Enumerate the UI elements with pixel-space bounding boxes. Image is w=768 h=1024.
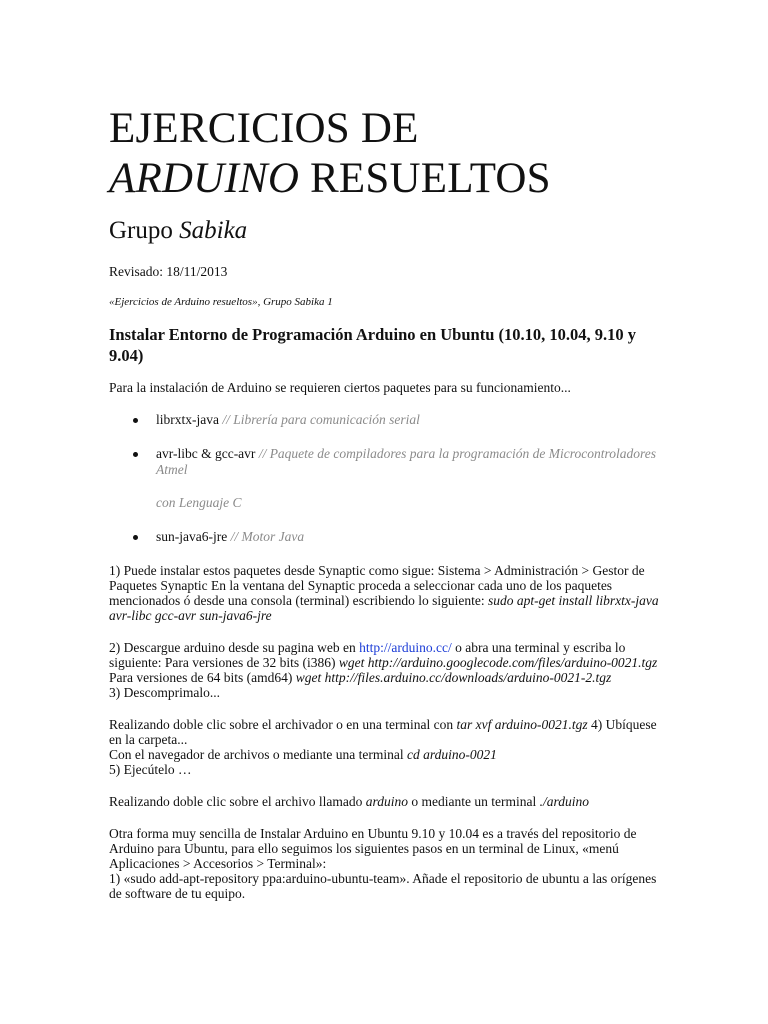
list-item xyxy=(109,412,669,428)
step-5-command-run: ./arduino xyxy=(539,794,590,809)
bullet-icon xyxy=(133,535,138,540)
step-3-command-tar: tar xvf arduino-0021.tgz xyxy=(456,717,588,732)
title-line-1: EJERCICIOS DE xyxy=(109,105,419,152)
title-line-2-rest: RESUELTOS xyxy=(299,155,551,202)
document-title xyxy=(109,104,669,204)
subtitle-italic: Sabika xyxy=(179,217,248,244)
document-page xyxy=(109,104,669,901)
list-item xyxy=(109,446,669,511)
subtitle-prefix: Grupo xyxy=(109,217,180,244)
package-name: sun-java6-jre xyxy=(156,529,228,544)
package-comment: // Paquete de compiladores para la programación de Microcontroladores Atmel xyxy=(156,446,657,477)
step-4-command-cd: cd arduino-0021 xyxy=(407,747,497,762)
package-extra-comment: con Lenguaje C xyxy=(156,495,242,510)
step-1-command: sudo apt-get install librxtx-java avr-libc gcc-avr sun-java6-jre xyxy=(109,593,659,623)
bullet-icon xyxy=(133,418,138,423)
step-2-text-c: Para versiones de 64 bits (amd64) xyxy=(109,670,296,685)
package-comment: // Librería para comunicación serial xyxy=(218,412,420,427)
step-1-paragraph xyxy=(109,563,669,623)
step-2-text-a: 2) Descargue arduino desde su pagina web en xyxy=(109,640,360,655)
revision-date: Revisado: 18/11/2013 xyxy=(109,264,228,279)
package-list xyxy=(109,412,669,545)
step-2-command-64: wget http://files.arduino.cc/downloads/arduino-0021-2.tgz xyxy=(295,670,612,685)
alt-method-text: Otra forma muy sencilla de Instalar Arduino en Ubuntu 9.10 y 10.04 es a través del repositorio de Arduino para Ubuntu, para ello seguimos los siguientes pasos en un terminal de Linux, «menú Aplicaciones > Accesorios > Terminal»: xyxy=(109,826,637,871)
package-name: librxtx-java xyxy=(156,412,219,427)
title-arduino-italic: ARDUINO xyxy=(109,155,300,202)
step-5-label: 5) Ejecútelo … xyxy=(109,762,192,777)
citation-line: «Ejercicios de Arduino resueltos», Grupo Sabika 1 xyxy=(109,296,333,308)
alt-method-step-1: 1) «sudo add-apt-repository ppa:arduino-ubuntu-team». Añade el repositorio de ubuntu a las orígenes de software de tu equipo. xyxy=(109,871,657,901)
step-1-text: 1) Puede instalar estos paquetes desde Synaptic como sigue: Sistema > Administración > Gestor de Paquetes Synaptic En la ventana del Synaptic proceda a seleccionar cada uno de los paquetes mencionados ó desde una consola (terminal) escribiendo lo siguiente: xyxy=(109,563,645,608)
step-2-paragraph xyxy=(109,640,669,700)
step-4-text: 4) Ubíquese en la carpeta... xyxy=(109,717,657,747)
step-5-text-b: o mediante un terminal xyxy=(408,794,540,809)
list-item xyxy=(109,529,669,545)
package-name: avr-libc & gcc-avr xyxy=(156,446,256,461)
step-4-text-c: Con el navegador de archivos o mediante una terminal xyxy=(109,747,408,762)
step-2-text-b: o abra una terminal y escriba lo siguiente: Para versiones de 32 bits (i386) xyxy=(109,640,626,670)
document-subtitle xyxy=(109,216,669,246)
package-comment: // Motor Java xyxy=(227,529,305,544)
step-3-paragraph xyxy=(109,717,669,777)
step-3-text-a: Realizando doble clic sobre el archivador o en una terminal con xyxy=(109,717,457,732)
alt-method-paragraph xyxy=(109,826,669,901)
bullet-icon xyxy=(133,452,138,457)
arduino-website-link[interactable]: http://arduino.cc/ xyxy=(359,640,452,655)
step-5-paragraph xyxy=(109,794,669,809)
step-5-file: arduino xyxy=(365,794,409,809)
intro-paragraph: Para la instalación de Arduino se requieren ciertos paquetes para su funcionamiento... xyxy=(109,380,571,395)
section-heading: Instalar Entorno de Programación Arduino en Ubuntu (10.10, 10.04, 9.10 y 9.04) xyxy=(109,325,636,365)
step-3-label: 3) Descomprimalo... xyxy=(109,685,220,700)
step-2-command-32: wget http://arduino.googlecode.com/files/arduino-0021.tgz xyxy=(338,655,658,670)
step-5-text-a: Realizando doble clic sobre el archivo llamado xyxy=(109,794,366,809)
